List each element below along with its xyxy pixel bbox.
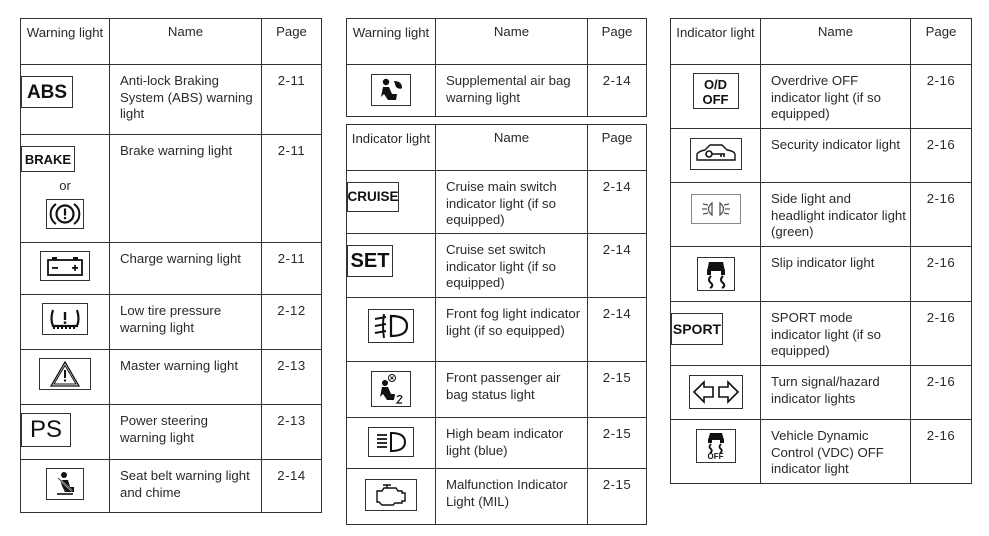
row-name: Slip indicator light [761,247,911,302]
row-name: High beam indicator light (blue) [436,418,588,469]
sport-icon: SPORT [671,313,723,345]
header-name: Name [761,19,911,65]
table-row [671,302,972,366]
set-icon: SET [347,245,393,277]
table-row [21,243,322,295]
row-name: Supplemental air bag warning light [436,65,588,117]
off-label: OFF [702,92,729,107]
row-page: 2-14 [588,298,647,362]
row-name: Cruise main switch indicator light (if so equipped) [436,171,588,234]
table-row [21,405,322,460]
table-row [21,295,322,350]
tire-pressure-icon [42,303,88,335]
header-page: Page [588,125,647,171]
row-name: Low tire pressure warning light [110,295,262,350]
front-fog-icon [368,309,414,343]
overdrive-off-icon [693,73,739,109]
power-steering-icon: PS [21,413,71,447]
table-row [671,420,972,484]
row-name: Turn signal/hazard indicator lights [761,366,911,420]
master-warning-icon [39,358,91,390]
table-header-row [671,19,972,65]
table-row [671,247,972,302]
row-name: Seat belt warning light and chime [110,460,262,513]
header-icon: Warning light [347,19,436,65]
row-page: 2-11 [262,243,322,295]
row-name: Overdrive OFF indicator light (if so equipped) [761,65,911,129]
airbag-icon [371,74,411,106]
passenger-airbag-icon [371,371,411,407]
header-page: Page [588,19,647,65]
header-icon: Indicator light [347,125,436,171]
turn-signal-icon [689,375,743,409]
row-name: SPORT mode indicator light (if so equipped) [761,302,911,366]
security-icon [690,138,742,170]
row-page: 2-16 [911,247,972,302]
table-row [347,234,647,298]
row-name: Cruise set switch indicator light (if so equipped) [436,234,588,298]
header-page: Page [262,19,322,65]
table-row [347,469,647,525]
battery-icon [40,251,90,281]
row-page: 2-16 [911,129,972,183]
table-row [347,298,647,362]
table-row [347,362,647,418]
indicator-lights-table-2 [670,18,972,484]
table-header-row [21,19,322,65]
brake-circle-icon [46,199,84,229]
row-page: 2-14 [588,234,647,298]
high-beam-icon [368,427,414,457]
row-name: Anti-lock Braking System (ABS) warning light [110,65,262,135]
seat-belt-icon [46,468,84,500]
table-row [21,350,322,405]
header-icon: Indicator light [671,19,761,65]
table-row [21,460,322,513]
row-name: Brake warning light [110,135,262,243]
row-name: Security indicator light [761,129,911,183]
or-label: or [59,178,71,193]
table-header-row [347,19,647,65]
row-page: 2-11 [262,135,322,243]
header-name: Name [436,125,588,171]
vdc-off-icon [696,429,736,463]
table-row [21,65,322,135]
table-row [671,65,972,129]
table-row [671,366,972,420]
table-row [347,65,647,117]
side-light-icon [691,194,741,224]
header-page: Page [911,19,972,65]
table-row [21,135,322,243]
header-name: Name [436,19,588,65]
row-page: 2-15 [588,469,647,525]
row-name: Front fog light indicator light (if so equipped) [436,298,588,362]
row-page: 2-16 [911,183,972,247]
cruise-icon: CRUISE [347,182,399,212]
row-page: 2-14 [262,460,322,513]
table-header-row [347,125,647,171]
warning-lights-table [20,18,322,513]
header-name: Name [110,19,262,65]
indicator-lights-table [346,124,647,525]
airbag-warning-table [346,18,647,117]
row-page: 2-15 [588,418,647,469]
slip-icon [697,257,735,291]
row-page: 2-13 [262,405,322,460]
row-name: Malfunction Indicator Light (MIL) [436,469,588,525]
abs-icon: ABS [21,76,73,108]
row-name: Front passenger air bag status light [436,362,588,418]
row-page: 2-16 [911,65,972,129]
table-row [671,129,972,183]
row-page: 2-16 [911,302,972,366]
row-name: Vehicle Dynamic Control (VDC) OFF indicator light [761,420,911,484]
row-page: 2-13 [262,350,322,405]
header-icon: Warning light [21,19,110,65]
od-label: O/D [703,77,728,92]
row-name: Power steering warning light [110,405,262,460]
row-page: 2-16 [911,420,972,484]
row-name: Master warning light [110,350,262,405]
row-page: 2-15 [588,362,647,418]
row-name: Charge warning light [110,243,262,295]
brake-icon: BRAKE [21,146,75,172]
table-row [347,171,647,234]
engine-icon [365,479,417,511]
row-page: 2-14 [588,171,647,234]
vdc-off-label: OFF [707,452,724,461]
table-row [347,418,647,469]
row-page: 2-14 [588,65,647,117]
table-row [671,183,972,247]
row-page: 2-12 [262,295,322,350]
row-name: Side light and headlight indicator light (green) [761,183,911,247]
row-page: 2-11 [262,65,322,135]
row-page: 2-16 [911,366,972,420]
